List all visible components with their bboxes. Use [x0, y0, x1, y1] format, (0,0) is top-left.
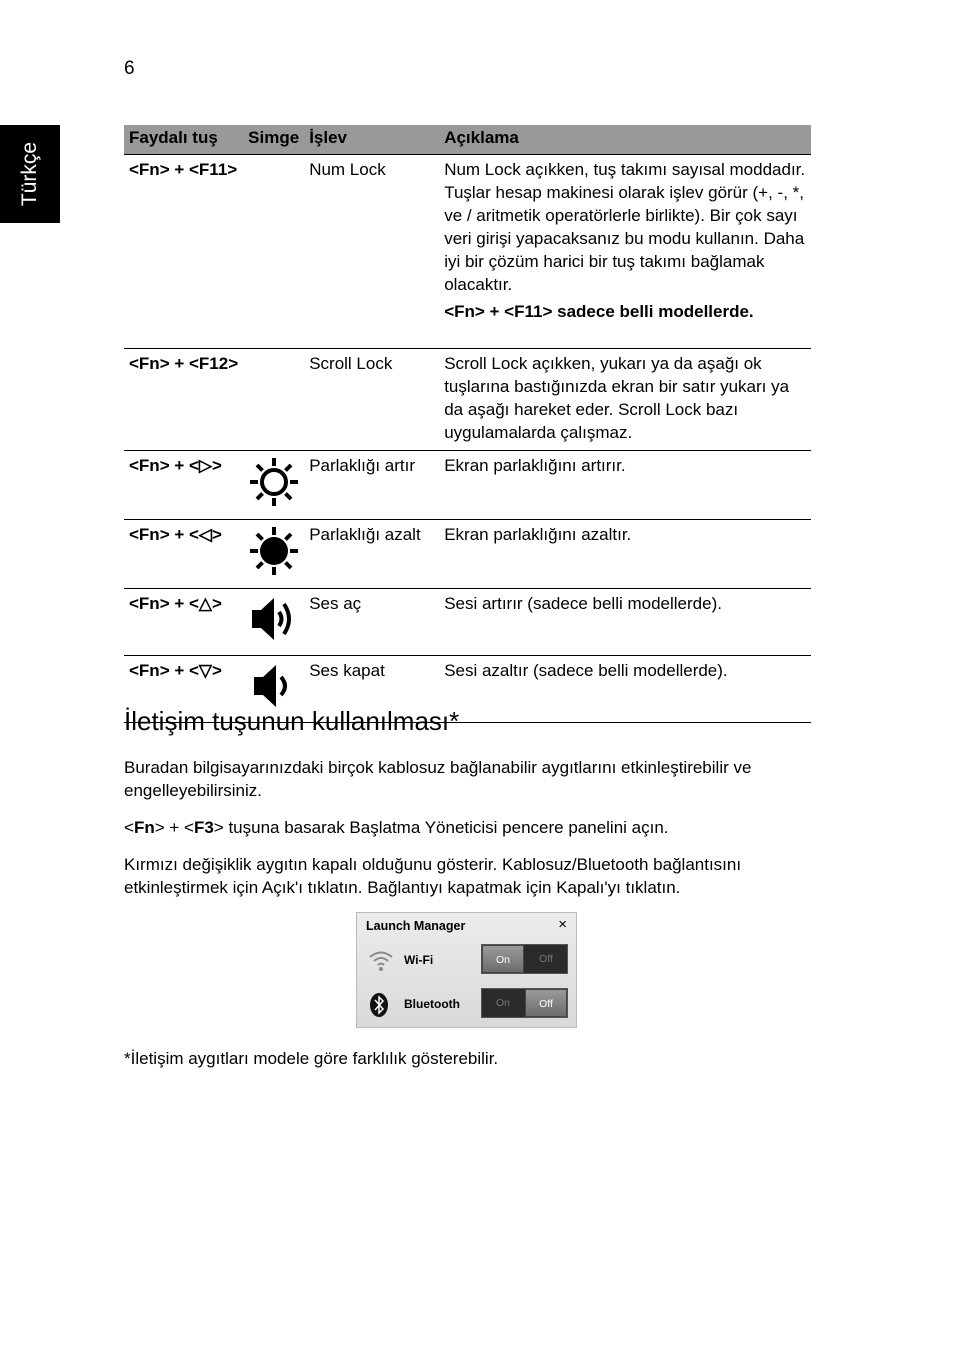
- header-description: Açıklama: [439, 125, 811, 155]
- wifi-row: [357, 944, 576, 976]
- description-cell: Sesi azaltır (sadece belli modellerde).: [439, 656, 811, 723]
- table-row: [124, 155, 811, 349]
- table-row: [124, 349, 811, 451]
- description-cell: [439, 155, 811, 349]
- function-cell: Parlaklığı artır: [304, 451, 439, 520]
- header-function: İşlev: [304, 125, 439, 155]
- table-header-row: [124, 125, 811, 155]
- bluetooth-off-button[interactable]: Off: [525, 989, 567, 1017]
- table-row: [124, 451, 811, 520]
- hotkey-cell: <Fn> + <F11>: [124, 155, 243, 349]
- description-cell: Sesi artırır (sadece belli modellerde).: [439, 589, 811, 656]
- wifi-toggle[interactable]: [481, 944, 568, 974]
- icon-cell: [243, 155, 304, 349]
- description-text: Num Lock açıkken, tuş takımı sayısal moddadır. Tuşlar hesap makinesi olarak işlev görür (+, -, *, ve / aritmetik operatörlerle birlikte). Bir çok sayı veri girişi yapacaksanız bu modu kullanın. Daha iyi bir çözüm harici bir tuş takımı bağlamak olacaktır.: [444, 160, 806, 294]
- toggle-paragraph: Kırmızı değişiklik aygıtın kapalı olduğunu gösterir. Kablosuz/Bluetooth bağlantısını etkinleştirmek için Açık'ı tıklatın. Bağlantıyı kapatmak için Kapalı'yı tıklatın.: [124, 855, 742, 897]
- description-cell: Scroll Lock açıkken, yukarı ya da aşağı ok tuşlarına bastığınızda ekran bir satır yukarı ya da aşağı hareket eder. Scroll Lock bazı uygulamalarda çalışmaz.: [439, 349, 811, 451]
- brightness-up-icon: [249, 457, 299, 507]
- header-icon: Simge: [243, 125, 304, 155]
- close-icon[interactable]: ×: [558, 916, 567, 933]
- icon-cell: [243, 451, 304, 520]
- hotkey-cell: <Fn> + <▽>: [124, 656, 243, 723]
- hotkey-cell: <Fn> + <▷>: [124, 451, 243, 520]
- hotkey-cell: <Fn> + <◁>: [124, 520, 243, 589]
- function-cell: Scroll Lock: [304, 349, 439, 451]
- wifi-off-button[interactable]: Off: [539, 953, 553, 965]
- wifi-label: Wi-Fi: [404, 953, 434, 967]
- function-cell: Parlaklığı azalt: [304, 520, 439, 589]
- bluetooth-icon: [368, 992, 390, 1018]
- bluetooth-label: Bluetooth: [404, 997, 460, 1011]
- shortcut-paragraph: <Fn> + <F3> tuşuna basarak Başlatma Yöneticisi pencere panelini açın.: [124, 818, 669, 837]
- model-note: <Fn> + <F11> sadece belli modellerde.: [444, 302, 754, 321]
- page-number: 6: [124, 58, 135, 79]
- hotkey-table: [124, 125, 811, 723]
- volume-up-icon: [249, 595, 299, 643]
- brightness-down-icon: [249, 526, 299, 576]
- bluetooth-row: [357, 988, 576, 1020]
- footnote: *İletişim aygıtları modele göre farklılık gösterebilir.: [124, 1049, 499, 1068]
- language-side-tab: [0, 125, 60, 223]
- icon-cell: [243, 349, 304, 451]
- function-cell: Num Lock: [304, 155, 439, 349]
- intro-paragraph: Buradan bilgisayarınızdaki birçok kablosuz bağlanabilir aygıtlarını etkinleştirebilir ve engelleyebilirsiniz.: [124, 758, 752, 800]
- hotkey-cell: <Fn> + <F12>: [124, 349, 243, 451]
- table-row: [124, 589, 811, 656]
- table-row: [124, 520, 811, 589]
- wifi-icon: [368, 948, 394, 972]
- header-key: Faydalı tuş: [124, 125, 243, 155]
- function-cell: Ses kapat: [304, 656, 439, 723]
- fn-key: Fn: [133, 818, 155, 837]
- description-cell: Ekran parlaklığını artırır.: [439, 451, 811, 520]
- wifi-on-button[interactable]: On: [482, 945, 524, 973]
- hotkey-cell: <Fn> + <△>: [124, 589, 243, 656]
- bluetooth-toggle[interactable]: [481, 988, 568, 1018]
- side-tab-label: Türkçe: [18, 141, 41, 207]
- icon-cell: [243, 589, 304, 656]
- f3-key: F3: [193, 818, 214, 837]
- function-cell: Ses aç: [304, 589, 439, 656]
- launch-manager-window: [356, 912, 577, 1028]
- volume-down-icon: [249, 662, 299, 710]
- section-title: İletişim tuşunun kullanılması*: [124, 706, 460, 736]
- description-cell: Ekran parlaklığını azaltır.: [439, 520, 811, 589]
- launch-manager-title: Launch Manager: [366, 919, 466, 933]
- bluetooth-on-button[interactable]: On: [495, 997, 510, 1009]
- icon-cell: [243, 520, 304, 589]
